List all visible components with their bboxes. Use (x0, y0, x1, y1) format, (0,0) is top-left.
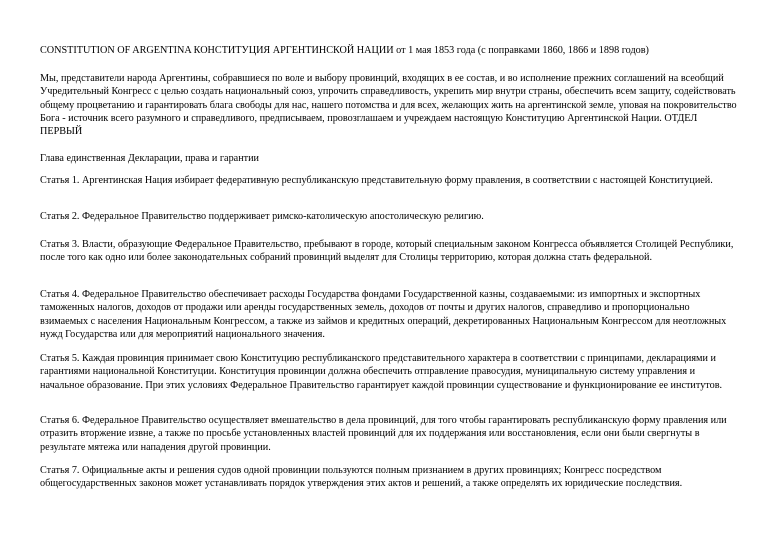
article-1: Статья 1. Аргентинская Нация избирает федеративную республиканскую представительную форму правления, в соответствии с настоящей Конституцией. (40, 175, 713, 186)
document-title: CONSTITUTION OF ARGENTINA КОНСТИТУЦИЯ АРГЕНТИНСКОЙ НАЦИИ от 1 мая 1853 года (с поправками 1860, 1866 и 1898 годов) (40, 45, 649, 56)
article-2: Статья 2. Федеральное Правительство поддерживает римско-католическую апостолическую религию. (40, 211, 484, 222)
preamble-paragraph: Мы, представители народа Аргентины, собравшиеся по воле и выбору провинций, входящих в ее состав, и во исполнение прежних соглашений на всеобщий Учредительный Конгресс с целью создать национальный союз, упрочить справедливость, укрепить мир внутри страны, обеспечить всем защиту, содействовать общему процветанию и гарантировать блага свободы для нас, нашего потомства и для всех, желающих жить на аргентинской земле, уповая на покровительство Бога - источник всего разумного и справедливого, предписываем, провозглашаем и учреждаем настоящую Конституцию Аргентинской Нации. ОТДЕЛ ПЕРВЫЙ (40, 73, 737, 138)
article-7: Статья 7. Официальные акты и решения судов одной провинции пользуются полным признанием в других провинциях; Конгресс посредством общегосударственных законов может устанавливать порядок утверждения этих актов и решений, а также определять их юридические последствия. (40, 465, 683, 490)
article-4: Статья 4. Федеральное Правительство обеспечивает расходы Государства фондами Государственной казны, создаваемыми: из импортных и экспортных таможенных налогов, доходов от продажи или аренды государственных земель, доходов от почты и других налогов, справедливо и пропорционально взимаемых с населения Национальным Конгрессом, а также из займов и кредитных операций, декретированных Национальным Конгрессом для неотложных нужд Государства или для мероприятий национального значения. (40, 289, 727, 340)
chapter-heading: Глава единственная Декларации, права и гарантии (40, 153, 260, 164)
article-5: Статья 5. Каждая провинция принимает свою Конституцию республиканского представительного характера в соответствии с принципами, декларациями и гарантиями национальной Конституции. Конституция провинции должна обеспечить отправление правосудия, муниципальную систему управления и начальное образование. При этих условиях Федеральное Правительство гарантирует каждой провинции существование и функционирование ее институтов. (40, 353, 723, 391)
article-3: Статья 3. Власти, образующие Федеральное Правительство, пребывают в городе, который специальным законом Конгресса объявляется Столицей Республики, после того как одно или более законодательных собраний провинций выделят для Столицы территорию, которая должна стать федеральной. (40, 239, 734, 264)
article-6: Статья 6. Федеральное Правительство осуществляет вмешательство в дела провинций, для того чтобы гарантировать республиканскую форму правления или отразить вторжение извне, а также по просьбе установленных властей провинций для их поддержания или восстановления, если они были свергнуты в результате мятежа или нападения другой провинции. (40, 415, 727, 453)
